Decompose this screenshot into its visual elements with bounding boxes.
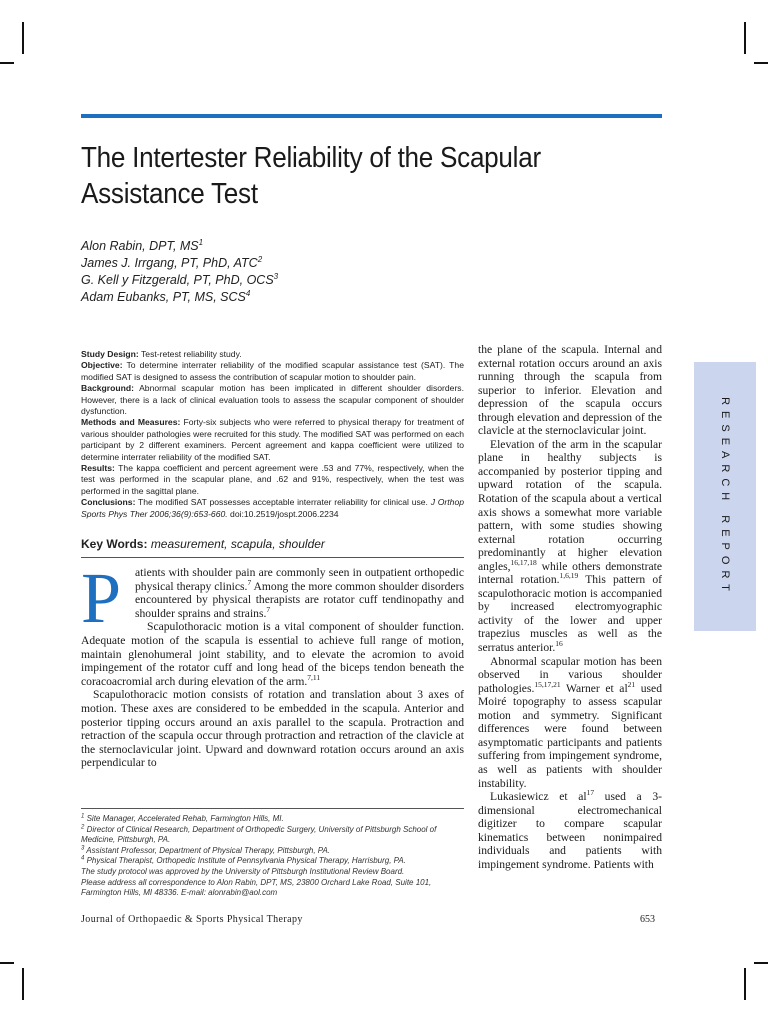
key-words: Key Words: measurement, scapula, shoulder [81,537,325,551]
crop-mark [22,22,24,54]
crop-mark [754,962,768,964]
author-name: Adam Eubanks, PT, MS, SCS$^4$ [81,288,251,304]
body-paragraph: Elevation of the arm in the scapular plane in healthy subjects is accompanied by posterior tipping and upward rotation of the scapula. Rotation of the scapula about a vertical axis shows a somewhat more variable pattern, with some studies showing external rotation occurring predominantly at higher elevation angles,$^{16,17,18}$ while others demonstrate internal rotation.$^{1,6,19}$ This pattern of scapulothoracic motion is accompanied by increased electromyographic activity of the lower and upper trapezius muscles as well as the serratus anterior.$^{16}$ [478,437,662,655]
crop-mark [0,962,14,964]
article-title: The Intertester Reliability of the Scapular Assistance Test [81,142,541,210]
footnote: The study protocol was approved by the University of Pittsburgh Institutional Review Board. [81,866,405,876]
author-name: Alon Rabin, DPT, $MS^1$ [81,237,204,253]
keywords-rule [81,557,464,558]
abstract-conclusions: Conclusions: The modified SAT possesses acceptable interrater reliability for clinical use. J Orthop Sports Phys Ther 2006;36(9):653-660. doi:10.2519/jospt.2006.2234 [81,497,465,519]
header-rule [81,114,662,118]
crop-mark [754,62,768,64]
footnote: $^4$ Physical Therapist, Orthopedic Institute of Pennsylvania Physical Therapy, Harrisburg, PA. [81,855,406,866]
footnote: $^1$ Site Manager, Accelerated Rehab, Farmington Hills, MI. [81,813,284,823]
footnotes [81,814,464,899]
footnote: $^3$ Assistant Professor, Department of Physical Therapy, Pittsburgh, PA. [81,845,331,855]
abstract [81,349,464,520]
author-name: James J. Irrgang, PT, PhD, ATC$^2$ [81,254,263,270]
footnote: $^2$ Director of Clinical Research, Department of Orthopedic Surgery, University of Pittsburgh School of Medicine, Pittsburgh, PA. [81,823,437,845]
drop-cap: P [81,558,122,638]
abstract-results: Results: The kappa coefficient and percent agreement were .53 and 77%, respectively, when the test was performed in the scapular plane, and .62 and 91%, respectively, when the test was performed in the sagittal plane. [81,463,464,496]
body-column-left [81,558,464,770]
crop-mark [744,22,746,54]
crop-mark [22,968,24,1000]
body-column-right [478,343,662,871]
body-paragraph: Scapulothoracic motion consists of rotation and translation about 3 axes of motion. These axes are considered to be embedded in the scapula. Anterior and posterior tipping occurs around an axis parallel to the scapula. Protraction and retraction of the scapula occur through protraction and retraction of the clavicle at the sternoclavicular joint. Upward and downward rotation occurs around an axis perpendicular to [81,688,464,770]
author-name: G. Kell y Fitzgerald, PT, PhD, OCS$^3$ [81,271,279,287]
section-tab-label: RESEARCH REPORT [719,396,731,597]
section-tab [694,362,756,631]
body-paragraph: Lukasiewicz et $al^{17}$ used a 3-dimensional electromechanical digitizer to compare scapular kinematics between nonimpaired individuals and patients with impingement syndrome. Patients with [478,788,662,871]
body-paragraph: Abnormal scapular motion has been observed in various shoulder pathologies.$^{15,17,21}$ Warner et $al^{21}$ used Moiré topography to assess scapular motion and symmetry. Significant differences were found between asymptomatic participants and patients suffering from impingement syndrome, as well as patients with shoulder instability. [478,654,662,790]
footnote-rule [81,808,464,809]
body-paragraph: Scapulothoracic motion is a vital component of shoulder function. Adequate motion of the scapula is essential to achieve full range of motion, maintain glenohumeral joint stability, and to elevate the acromion to avoid impingement of the rotator cuff and long head of the biceps tendon beneath the coracoacromial arch during elevation of the arm.$^{7,11}$ [81,620,464,688]
crop-mark [744,968,746,1000]
footnote: Please address all correspondence to Alon Rabin, DPT, MS, 23800 Orchard Lake Road, Suite 101, Farmington Hills, MI 48336. E-mail: alonrabin@aol.com [81,877,432,898]
body-paragraph: P atients with shoulder pain are commonly seen in outpatient orthopedic physical therapy clinics.$^7$ Among the more common shoulder disorders encountered by physical therapists are rotator cuff tendinopathy and shoulder sprains and strains.$^7$ [81,558,464,638]
crop-mark [0,62,14,64]
abstract-methods: Methods and Measures: Forty-six subjects who were referred to physical therapy for treatment of various shoulder pathologies were recruited for this study. The modified SAT was performed on each participant by 2 different examiners. Percent agreement and kappa coefficient were utilized to determine interrater reliability of the modified SAT. [81,417,464,462]
abstract-background: Background: Abnormal scapular motion has been implicated in different shoulder disorders. However, there is a lack of clinical evaluation tools to assess the scapular component of shoulder dysfunction. [81,383,464,417]
abstract-objective: Objective: To determine interrater reliability of the modified scapular assistance test (SAT). The modified SAT is designed to assess the contribution of scapular motion to shoulder pain. [81,360,464,382]
body-paragraph: the plane of the scapula. Internal and external rotation occurs around an axis running through the scapula from superior to inferior. Elevation and depression of the scapula occurs through elevation and depression of the clavicle at the sternoclavicular joint. [478,343,662,438]
abstract-study-design: Study Design: Test-retest reliability study. [81,349,242,359]
journal-name: Journal of Orthopaedic & Sports Physical Therapy [81,914,303,925]
page-number: 653 [640,914,655,925]
author-list [81,238,411,306]
